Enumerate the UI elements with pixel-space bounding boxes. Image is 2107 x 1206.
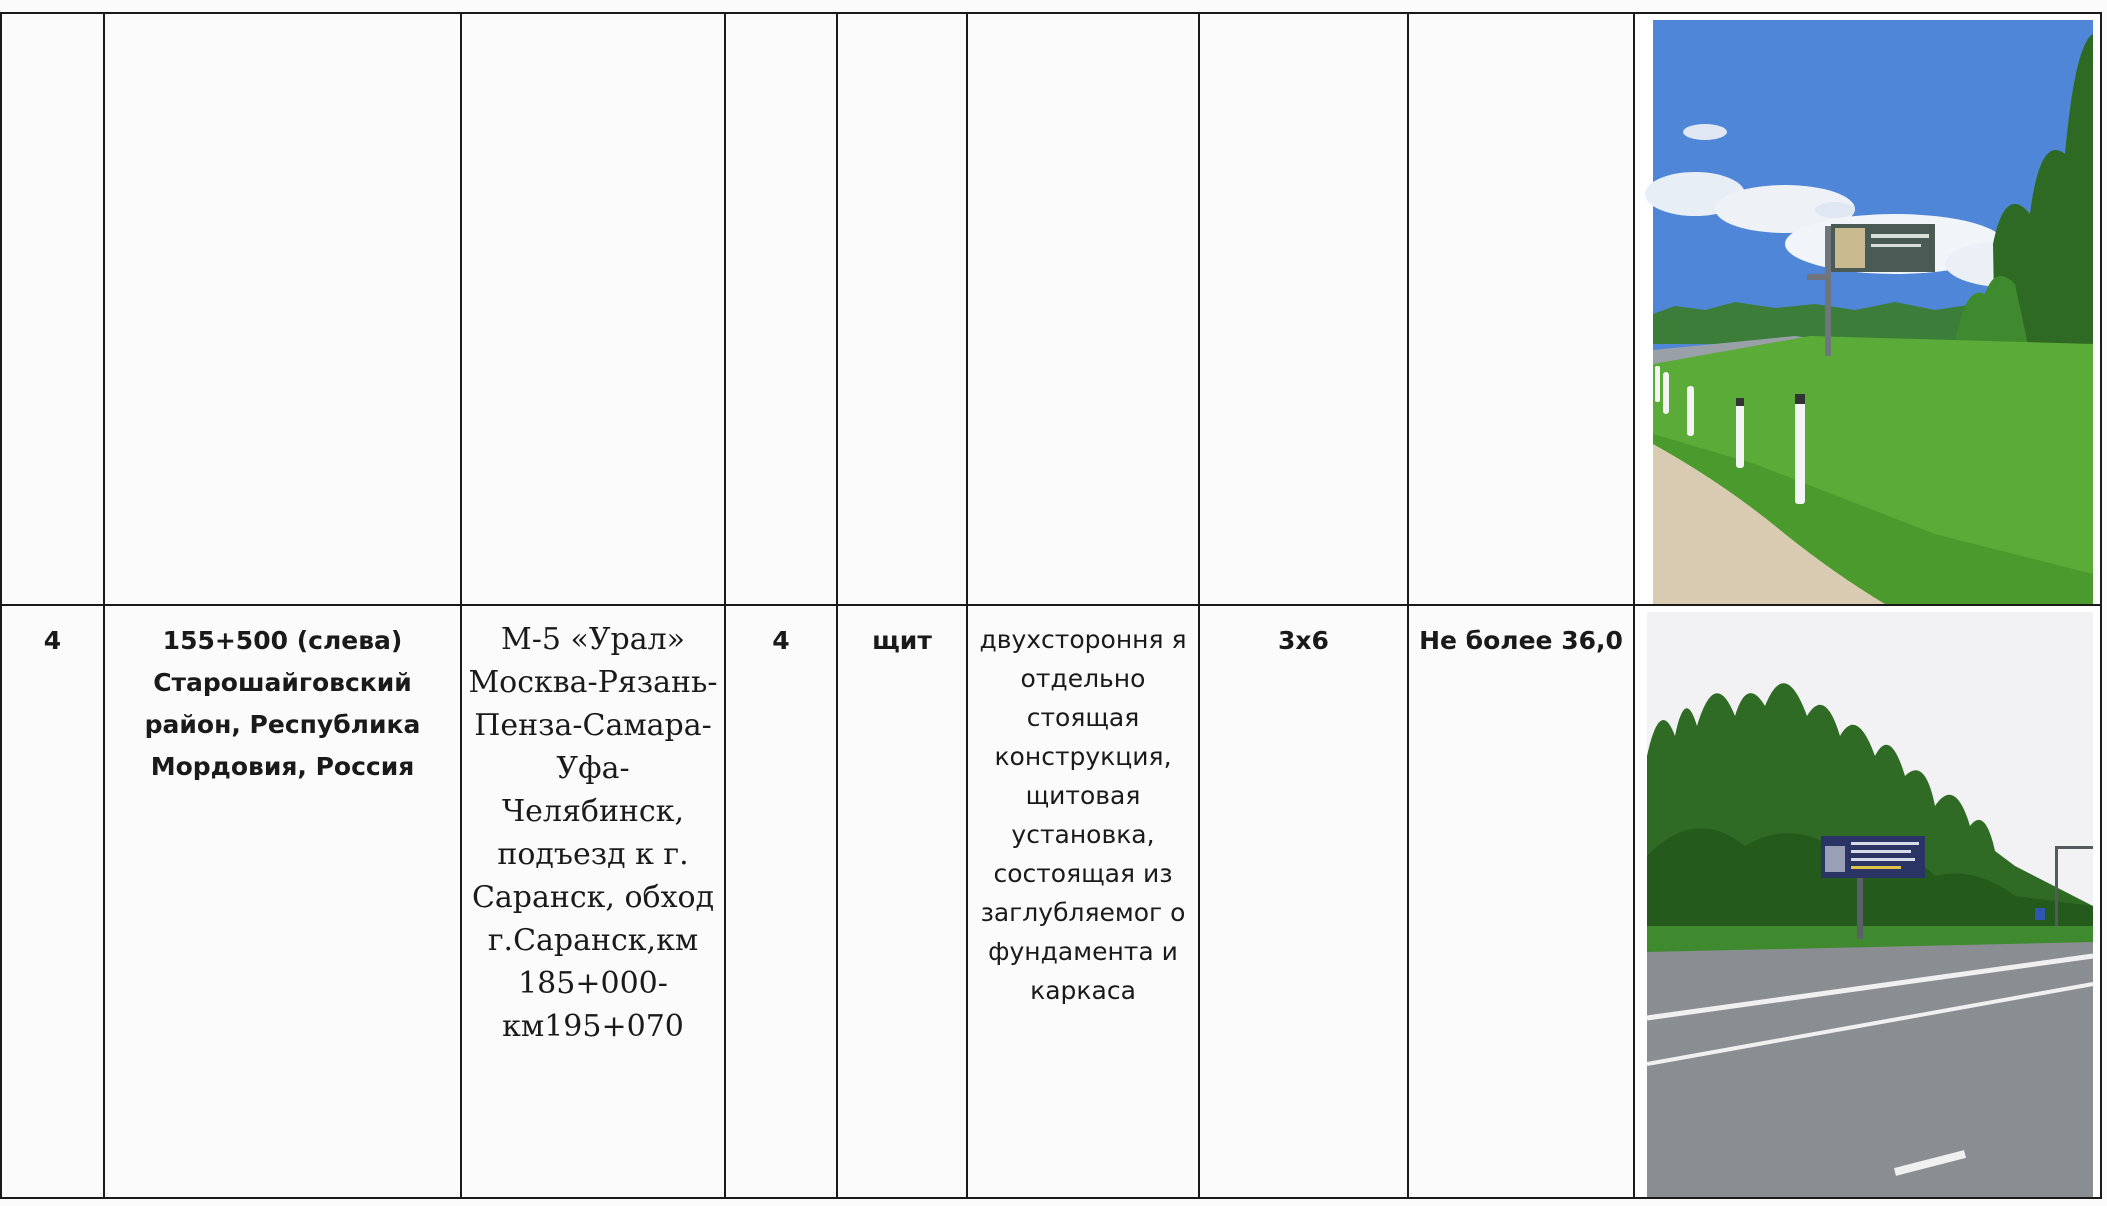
cell-count: 4 (725, 605, 837, 1198)
billboard-register-table (0, 12, 2102, 1199)
cell-size (1199, 13, 1408, 605)
billboard-photo (1635, 606, 2101, 1197)
table-row (1, 605, 2101, 1198)
cell-photo (1634, 605, 2101, 1198)
cell-area (1408, 13, 1634, 605)
cell-number (1, 13, 104, 605)
cell-type (837, 13, 967, 605)
cell-road: М-5 «Урал» Москва-Рязань-Пенза-Самара-Уфа-Челябинск, подъезд к г. Саранск, обход г.Саранск,км 185+000-км195+070 (461, 605, 725, 1198)
cell-photo (1634, 13, 2101, 605)
cell-count (725, 13, 837, 605)
cell-location (104, 13, 461, 605)
cell-location: 155+500 (слева) Старошайговский район, Республика Мордовия, Россия (104, 605, 461, 1198)
cell-road (461, 13, 725, 605)
cell-description (967, 13, 1199, 605)
cell-area: Не более 36,0 (1408, 605, 1634, 1198)
cell-number: 4 (1, 605, 104, 1198)
cell-size: 3х6 (1199, 605, 1408, 1198)
table-row (1, 13, 2101, 605)
cell-type: щит (837, 605, 967, 1198)
cell-description: двухстороння я отдельно стоящая конструкция, щитовая установка, состоящая из заглубляемог о фундамента и каркаса (967, 605, 1199, 1198)
billboard-photo (1635, 14, 2101, 604)
